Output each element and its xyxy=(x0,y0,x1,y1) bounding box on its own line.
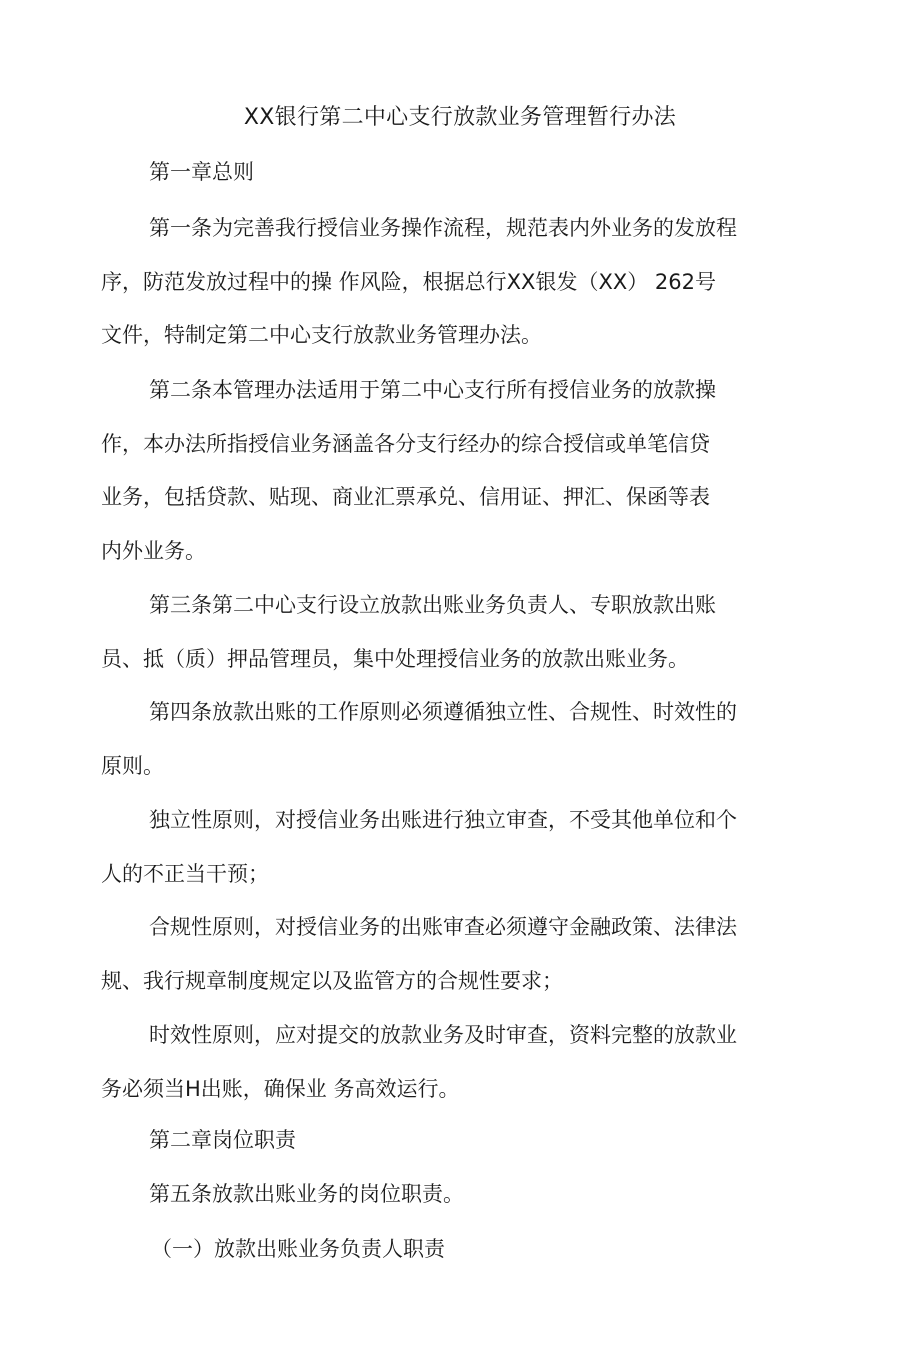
article-1-line: 第一条为完善我行授信业务操作流程，规范表内外业务的发放程 xyxy=(149,216,737,240)
principle-line: 时效性原则，应对提交的放款业务及时审查，资料完整的放款业 xyxy=(149,1023,737,1047)
principle-independence xyxy=(101,794,791,901)
article-2-line: 业务，包括贷款、贴现、商业汇票承兑、信用证、押汇、保函等表 xyxy=(101,485,710,509)
article-3-line: 员、抵（质）押品管理员，集中处理授信业务的放款出账业务。 xyxy=(101,646,689,671)
article-5: 第五条放款出账业务的岗位职责。 xyxy=(149,1182,464,1206)
chapter-2-heading: 第二章岗位职责 xyxy=(149,1128,296,1152)
article-1-line: 文件，特制定第二中心支行放款业务管理办法。 xyxy=(101,323,542,347)
principle-line: 规、我行规章制度规定以及监管方的合规性要求； xyxy=(101,968,563,993)
article-2-line: 作，本办法所指授信业务涵盖各分支行经办的综合授信或单笔信贷 xyxy=(101,431,710,456)
principle-line: 独立性原则，对授信业务出账进行独立审查，不受其他单位和个 xyxy=(149,808,737,832)
principle-line: 务必须当H出账，确保业 务高效运行。 xyxy=(101,1076,460,1101)
article-3-line: 第三条第二中心支行设立放款出账业务负责人、专职放款出账 xyxy=(149,593,716,617)
article-4 xyxy=(101,686,791,793)
principle-line: 人的不正当干预； xyxy=(101,861,269,886)
principle-timeliness xyxy=(101,1009,791,1116)
article-1-line: 序，防范发放过程中的操 作风险，根据总行XX银发（XX） 262号 xyxy=(101,269,716,294)
document-title: XX银行第二中心支行放款业务管理暂行办法 xyxy=(243,105,677,130)
section-1-heading: （一）放款出账业务负责人职责 xyxy=(151,1237,445,1261)
chapter-1-heading: 第一章总则 xyxy=(149,160,254,184)
article-2 xyxy=(101,364,791,578)
article-1 xyxy=(101,202,791,363)
article-4-line: 原则。 xyxy=(101,753,164,778)
principle-compliance xyxy=(101,901,791,1008)
article-4-line: 第四条放款出账的工作原则必须遵循独立性、合规性、时效性的 xyxy=(149,700,737,724)
article-2-line: 内外业务。 xyxy=(101,538,206,563)
article-2-line: 第二条本管理办法适用于第二中心支行所有授信业务的放款操 xyxy=(149,378,716,402)
principle-line: 合规性原则，对授信业务的出账审查必须遵守金融政策、法律法 xyxy=(149,915,737,939)
article-3 xyxy=(101,579,791,686)
